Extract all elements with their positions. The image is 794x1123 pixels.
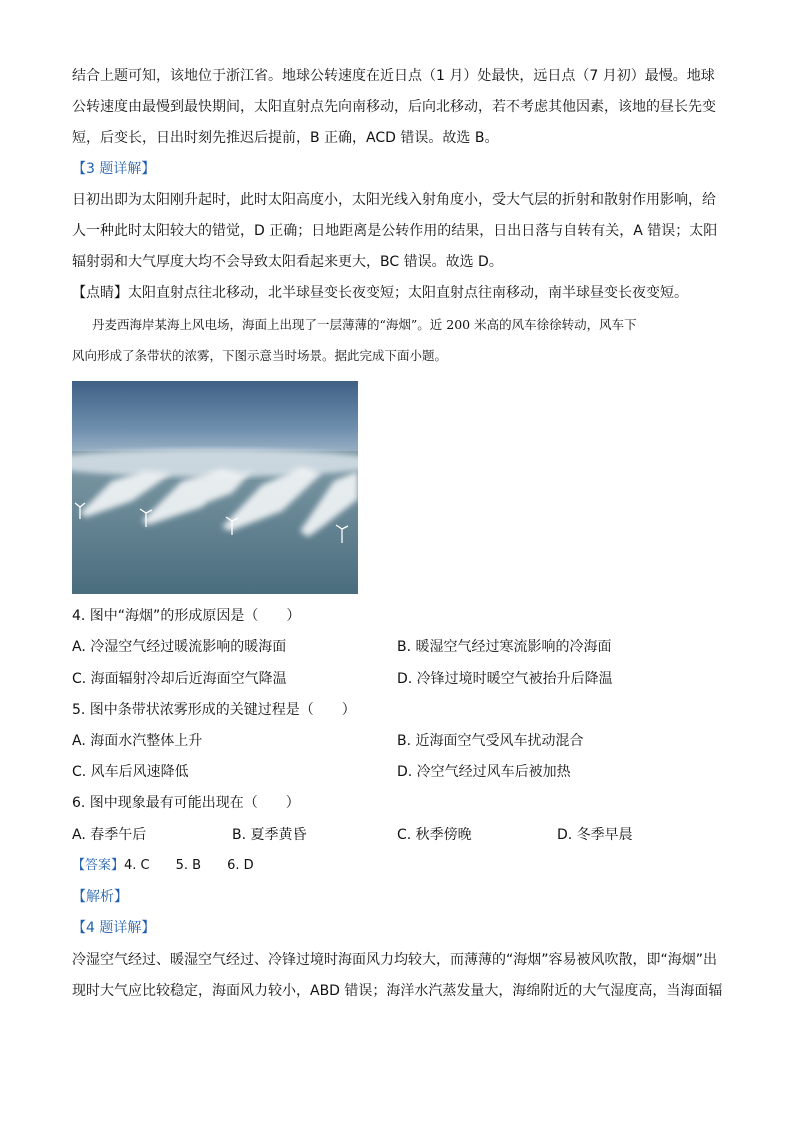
answer-label: 【答案】	[72, 858, 125, 873]
question-stem: 4. 图中“海烟”的形成原因是（ ）	[72, 608, 301, 624]
tip-label: 【点睛】	[72, 285, 128, 301]
para-line: 辐射弱和大气厚度大均不会导致太阳看起来更大，BC 错误。故选 D。	[72, 254, 503, 270]
tip-line	[72, 283, 688, 303]
para-line: 人一种此时太阳较大的错觉，D 正确；日地距离是公转作用的结果，日出日落与自转有关，A 错误；太阳	[72, 223, 718, 239]
para-line: 公转速度由最慢到最快期间，太阳直射点先向南移动，后向北移动，若不考虑其他因素，该地的昼长先变	[72, 99, 716, 115]
option[interactable]: A. 春季午后	[72, 827, 147, 843]
analysis-label: 【解析】	[72, 889, 128, 905]
intro-line: 丹麦西海岸某海上风电场，海面上出现了一层薄薄的“海烟”。近 200 米高的风车徐徐转动，风车下	[92, 317, 637, 332]
section-heading-q3: 【3 题详解】	[72, 161, 156, 177]
tip-text: 太阳直射点往北移动，北半球昼变长夜变短；太阳直射点往南移动，南半球昼变长夜变短。	[128, 285, 688, 301]
para-line: 短，后变长，日出时刻先推迟后提前，B 正确，ACD 错误。故选 B。	[72, 130, 499, 146]
option[interactable]: A. 冷湿空气经过暖流影响的暖海面	[72, 639, 287, 655]
option[interactable]: D. 冷空气经过风车后被加热	[397, 764, 571, 780]
para-line: 日初出即为太阳刚升起时，此时太阳高度小，太阳光线入射角度小，受大气层的折射和散射作用影响，给	[72, 192, 716, 208]
answer-text: 4. C 5. B 6. D	[124, 858, 254, 873]
option[interactable]: C. 海面辐射冷却后近海面空气降温	[72, 671, 287, 687]
option[interactable]: D. 冷锋过境时暖空气被抬升后降温	[397, 671, 613, 687]
option[interactable]: A. 海面水汽整体上升	[72, 733, 203, 749]
para-line: 结合上题可知，该地位于浙江省。地球公转速度在近日点（1 月）处最快，远日点（7 月初）最慢。地球	[72, 68, 715, 84]
option[interactable]: D. 冬季早晨	[557, 827, 633, 843]
sea-fog-wind-farm-photo	[72, 381, 358, 594]
option[interactable]: B. 暖湿空气经过寒流影响的冷海面	[397, 639, 612, 655]
question-stem: 6. 图中现象最有可能出现在（ ）	[72, 795, 300, 811]
option[interactable]: C. 风车后风速降低	[72, 764, 189, 780]
option[interactable]: B. 夏季黄昏	[232, 827, 307, 843]
section-heading-q4: 【4 题详解】	[72, 920, 156, 936]
option[interactable]: C. 秋季傍晚	[397, 827, 472, 843]
para-line: 现时大气应比较稳定，海面风力较小，ABD 错误；海洋水汽蒸发量大，海绵附近的大气湿度高，当海面辐	[72, 983, 723, 999]
para-line: 冷湿空气经过、暖湿空气经过、冷锋过境时海面风力均较大，而薄薄的“海烟”容易被风吹散，即“海烟”出	[72, 952, 718, 968]
option[interactable]: B. 近海面空气受风车扰动混合	[397, 733, 584, 749]
intro-line: 风向形成了条带状的浓雾，下图示意当时场景。据此完成下面小题。	[72, 348, 448, 363]
answer-line	[72, 856, 254, 876]
question-stem: 5. 图中条带状浓雾形成的关键过程是（ ）	[72, 702, 356, 718]
